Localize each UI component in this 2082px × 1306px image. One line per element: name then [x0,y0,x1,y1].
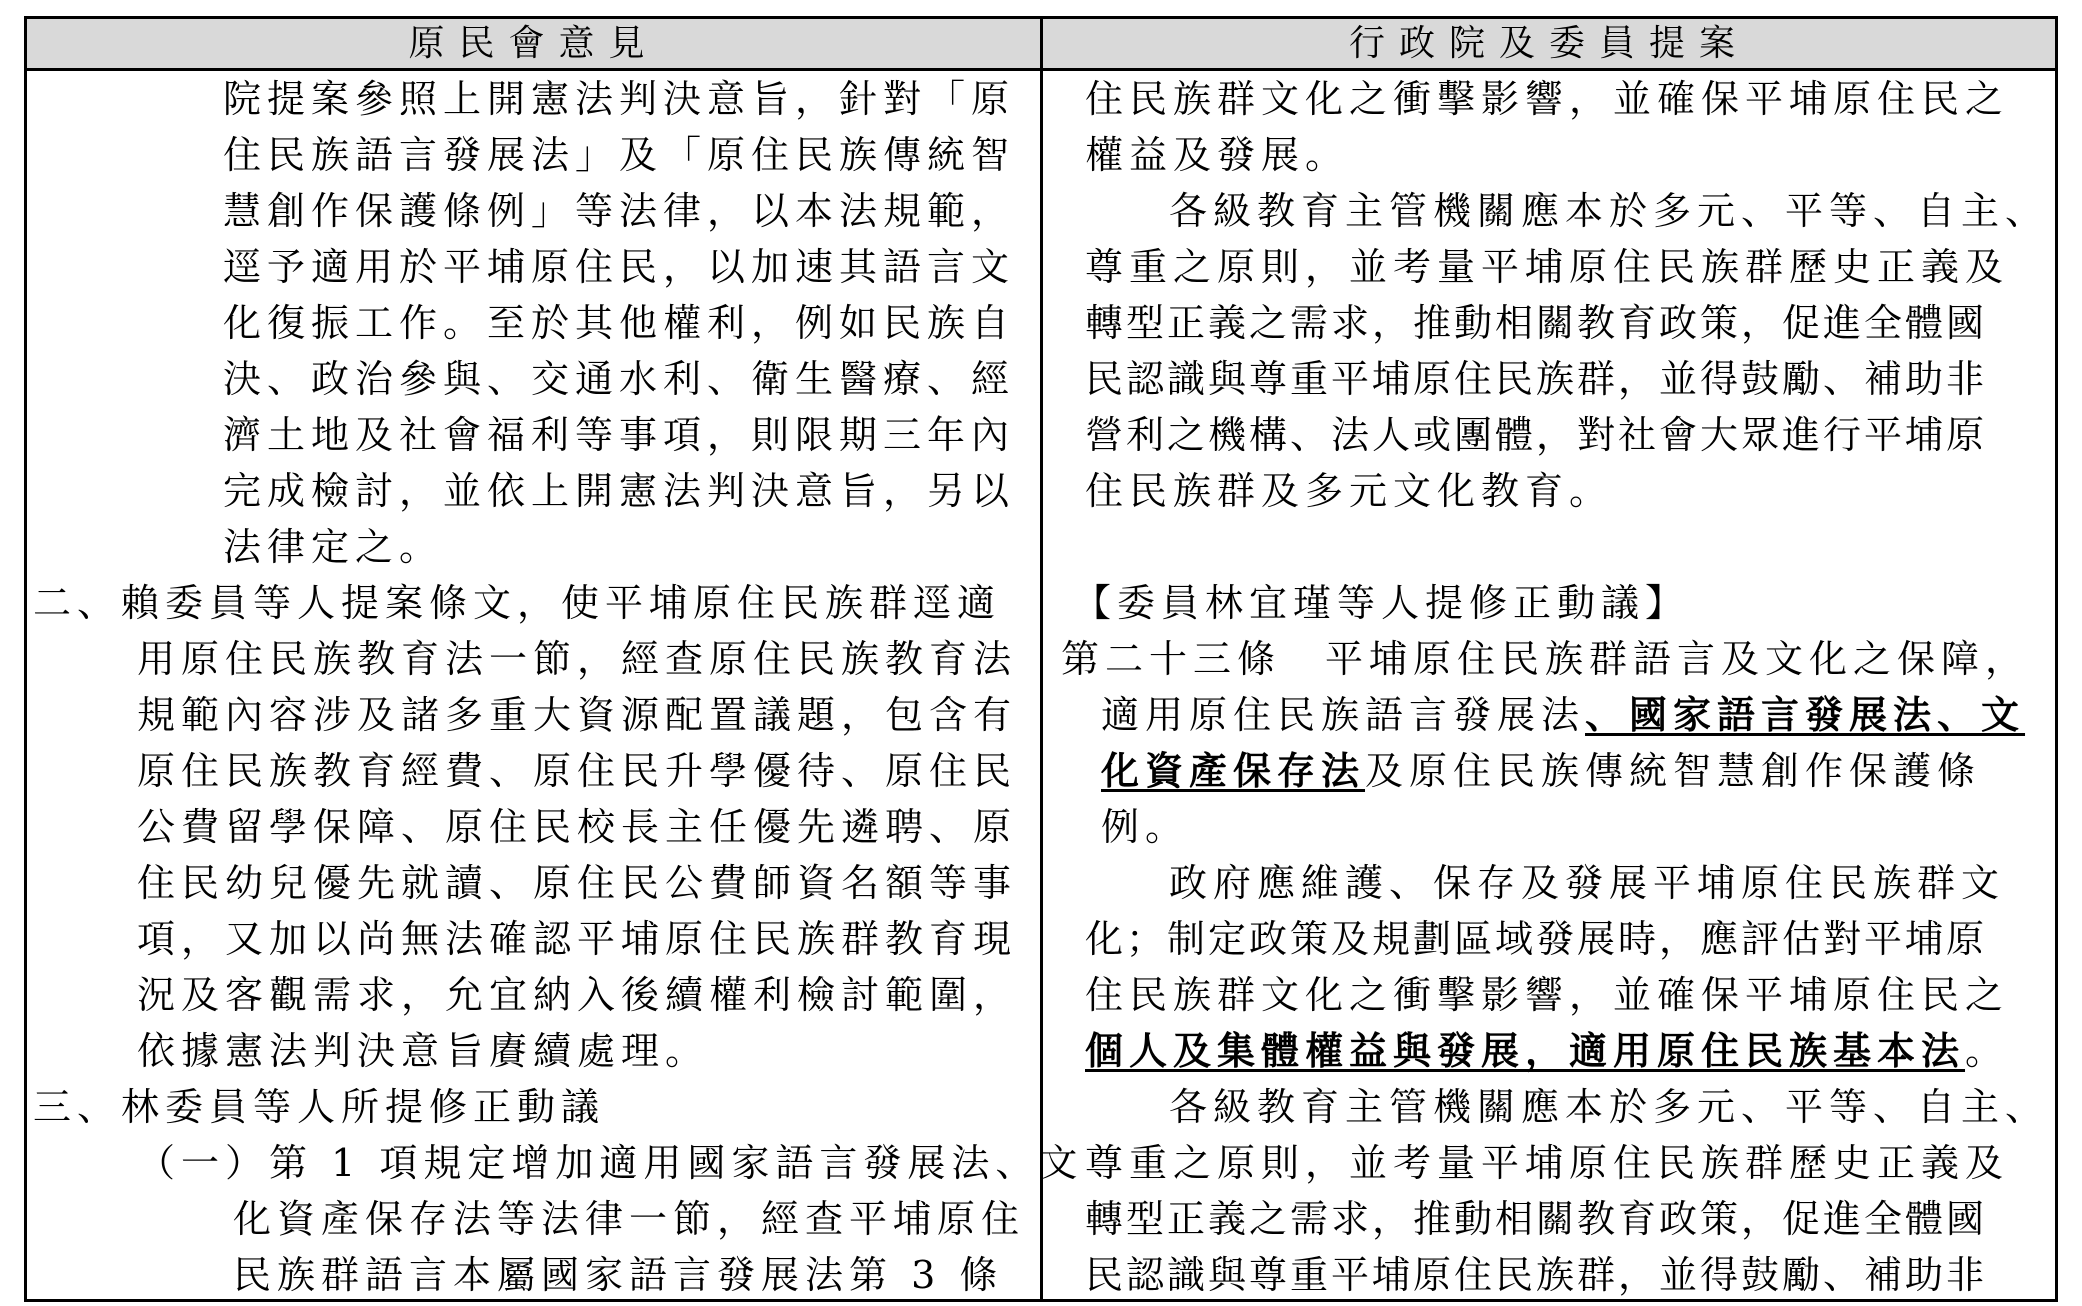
text-line: 規範內容涉及諸多重大資源配置議題，包含有 [137,693,1018,737]
text-line: 各級教育主管機關應本於多元、平等、自主、 [1169,189,2050,233]
text-line: 尊重之原則，並考量平埔原住民族群歷史正義及 [1085,245,2010,289]
text-line: 個人及集體權益與發展，適用原住民族基本法。 [1085,1028,2010,1073]
text-line: 依據憲法判決意旨賡續處理。 [137,1029,710,1073]
text-line: 用原住民族教育法一節，經查原住民族教育法 [137,637,1018,681]
amended-text: 個人及集體權益與發展，適用原住民族基本法 [1085,1028,1966,1073]
text-line: 住民幼兒優先就讀、原住民公費師資名額等事 [137,861,1018,905]
text-line: 轉型正義之需求，推動相關教育政策，促進全體國 [1085,301,1988,345]
text-line: 尊重之原則，並考量平埔原住民族群歷史正義及 [1085,1141,2010,1185]
amended-text: 、國家語言發展法、文 [1585,692,2026,737]
text-line: 化；制定政策及規劃區域發展時，應評估對平埔原 [1085,917,1988,961]
text-line: 院提案參照上開憲法判決意旨，針對「原 [223,77,1016,121]
text-line: 住民族群文化之衝擊影響，並確保平埔原住民之 [1085,77,2010,121]
text-line: 政府應維護、保存及發展平埔原住民族群文 [1169,861,2006,905]
text-line: 逕予適用於平埔原住民，以加速其語言文 [223,245,1016,289]
text-line: 化復振工作。至於其他權利，例如民族自 [223,301,1016,345]
text-line: 營利之機構、法人或團體，對社會大眾進行平埔原 [1085,413,1988,457]
text-line: 況及客觀需求，允宜納入後續權利檢討範圍， [137,973,1018,1017]
text-line: 完成檢討，並依上開憲法判決意旨，另以 [223,469,1016,513]
text-line: 民認識與尊重平埔原住民族群，並得鼓勵、補助非 [1085,357,1988,401]
header-right: 行政院及委員提案 [1348,23,1749,64]
right-column [1043,71,2055,1299]
amendment-heading: 【委員林宜瑾等人提修正動議】 [1073,581,1690,625]
comparison-table [24,16,2058,1302]
text-line: 適用原住民族語言發展法、國家語言發展法、文 [1101,692,2026,737]
text-line: 三、林委員等人所提修正動議 [33,1085,606,1129]
text-line: 民族群語言本屬國家語言發展法第 3 條 [233,1253,1004,1297]
left-column [27,71,1084,1299]
text-line: 化資產保存法及原住民族傳統智慧創作保護條 [1101,748,1982,793]
text-line: 公費留學保障、原住民校長主任優先遴聘、原 [137,805,1018,849]
header-left: 原民會意見 [408,23,659,64]
text-line: 濟土地及社會福利等事項，則限期三年內 [223,413,1016,457]
text-line: 住民族群文化之衝擊影響，並確保平埔原住民之 [1085,973,2010,1017]
text-line: 慧創作保護條例」等法律，以本法規範， [223,189,1016,233]
text-line: 項，又加以尚無法確認平埔原住民族群教育現 [137,917,1018,961]
amended-text: 化資產保存法 [1101,748,1366,793]
article-title-line: 第二十三條 平埔原住民族群語言及文化之保障， [1061,637,2030,681]
text-line: 原住民族教育經費、原住民升學優待、原住民 [137,749,1018,793]
text-line: 二、賴委員等人提案條文，使平埔原住民族群逕適 [33,581,1002,625]
text-line: 轉型正義之需求，推動相關教育政策，促進全體國 [1085,1197,1988,1241]
text-line: 權益及發展。 [1085,133,1350,177]
text-line: 住民族群及多元文化教育。 [1085,469,1614,513]
text-line: 各級教育主管機關應本於多元、平等、自主、 [1169,1085,2050,1129]
text-line: 住民族語言發展法」及「原住民族傳統智 [223,133,1016,177]
text-line: 法律定之。 [223,525,444,569]
text-line: （一）第 1 項規定增加適用國家語言發展法、文 [137,1141,1084,1185]
text-line: 民認識與尊重平埔原住民族群，並得鼓勵、補助非 [1085,1253,1988,1297]
text-line: 決、政治參與、交通水利、衛生醫療、經 [223,357,1016,401]
text-line: 例。 [1101,805,1190,849]
text-line: 化資產保存法等法律一節，經查平埔原住 [233,1197,1026,1241]
